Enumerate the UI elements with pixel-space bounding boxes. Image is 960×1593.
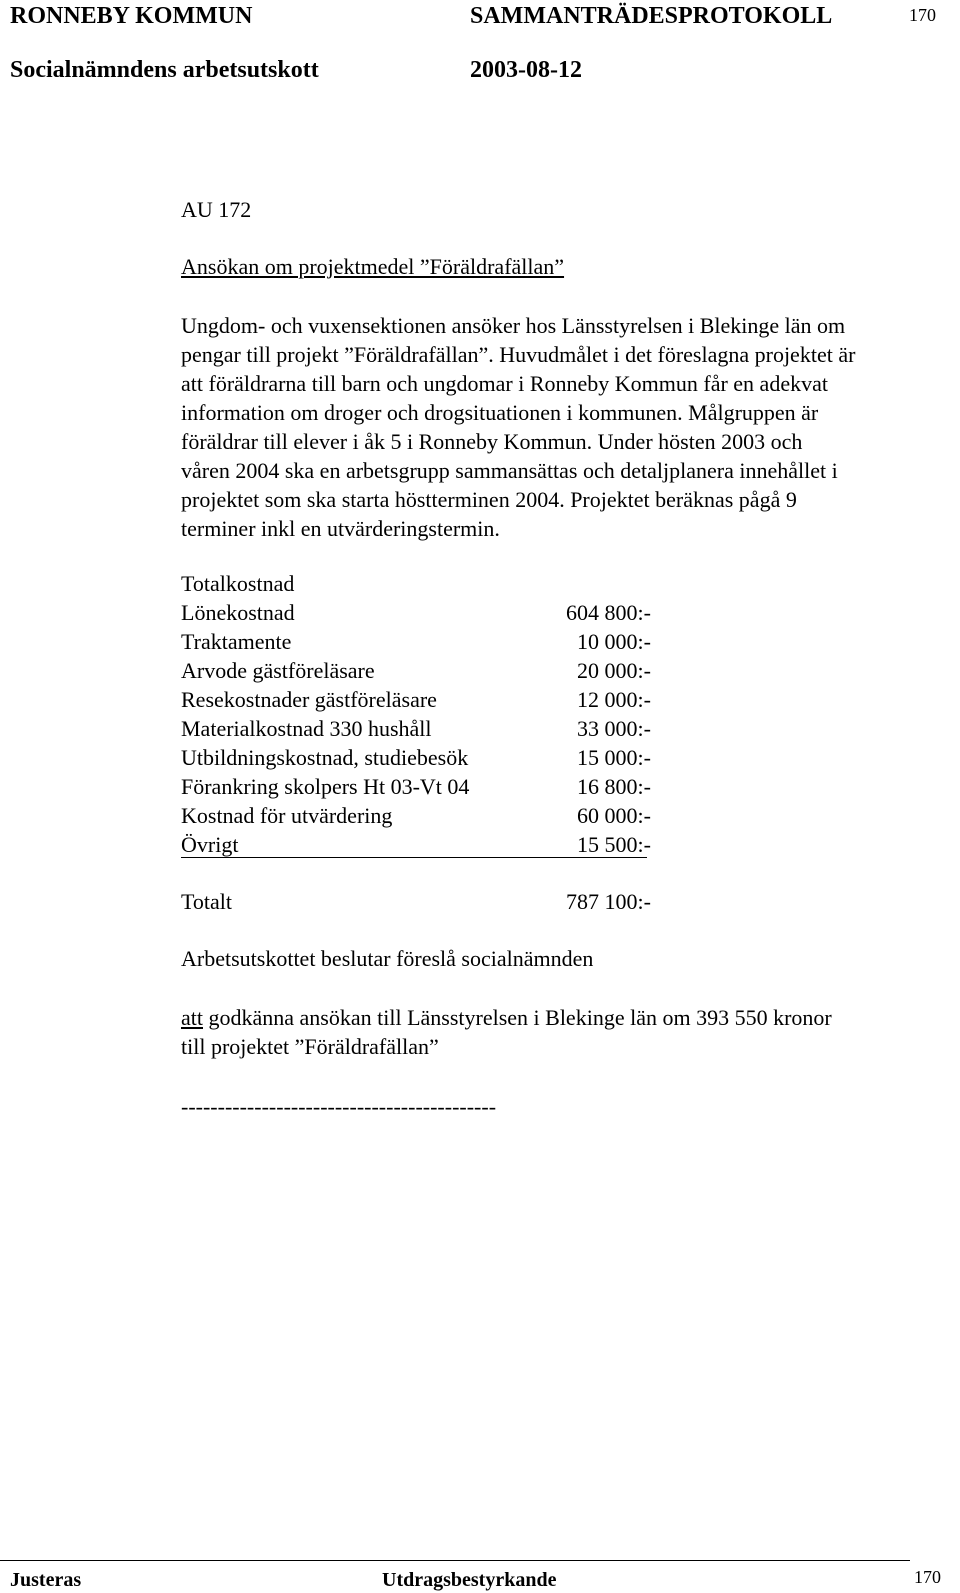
footer-page-number: 170 bbox=[914, 1567, 941, 1587]
decision-intro: Arbetsutskottet beslutar föreslå socialnämnden bbox=[181, 946, 594, 971]
cost-amount: 10 000:- bbox=[577, 629, 651, 654]
cost-amount: 604 800:- bbox=[566, 600, 651, 625]
header-committee: Socialnämndens arbetsutskott bbox=[10, 57, 319, 83]
cost-label: Förankring skolpers Ht 03-Vt 04 bbox=[181, 774, 470, 799]
decision-line-1 bbox=[181, 1003, 832, 1032]
cost-amount: 33 000:- bbox=[577, 716, 651, 741]
item-title: Ansökan om projektmedel ”Föräldrafällan” bbox=[181, 254, 565, 279]
cost-label: Arvode gästföreläsare bbox=[181, 658, 375, 683]
cost-table bbox=[181, 569, 651, 859]
cost-amount: 16 800:- bbox=[577, 774, 651, 799]
cost-heading-row bbox=[181, 569, 651, 598]
cost-row bbox=[181, 598, 651, 627]
cost-row bbox=[181, 627, 651, 656]
footer-utdragsbestyrkande: Utdragsbestyrkande bbox=[382, 1569, 557, 1591]
separator-dashes: ------------------------------------------- bbox=[181, 1094, 497, 1119]
cost-row bbox=[181, 801, 651, 830]
body-line: terminer inkl en utvärderingstermin. bbox=[181, 516, 500, 541]
body-line: information om droger och drogsituationen i kommunen. Målgruppen är bbox=[181, 400, 819, 425]
cost-total-rule bbox=[181, 857, 647, 858]
cost-label: Övrigt bbox=[181, 832, 239, 857]
body-line: projektet som ska starta höstterminen 2004. Projektet beräknas pågå 9 bbox=[181, 487, 797, 512]
header-doc-type: SAMMANTRÄDESPROTOKOLL bbox=[470, 3, 833, 29]
footer-justeras: Justeras bbox=[10, 1569, 82, 1591]
cost-label: Resekostnader gästföreläsare bbox=[181, 687, 437, 712]
cost-amount: 15 000:- bbox=[577, 745, 651, 770]
cost-amount: 20 000:- bbox=[577, 658, 651, 683]
header-date: 2003-08-12 bbox=[470, 57, 582, 83]
total-label: Totalt bbox=[181, 889, 233, 914]
att-word: att bbox=[181, 1005, 203, 1030]
decision-line-1-text: godkänna ansökan till Länsstyrelsen i Blekinge län om 393 550 kronor bbox=[203, 1005, 832, 1030]
cost-label: Kostnad för utvärdering bbox=[181, 803, 393, 828]
cost-label: Traktamente bbox=[181, 629, 292, 654]
cost-row bbox=[181, 656, 651, 685]
cost-amount: 15 500:- bbox=[577, 832, 651, 857]
cost-row bbox=[181, 772, 651, 801]
cost-label: Materialkostnad 330 hushåll bbox=[181, 716, 432, 741]
cost-row bbox=[181, 830, 651, 859]
cost-row bbox=[181, 685, 651, 714]
footer-rule bbox=[0, 1560, 910, 1561]
cost-label: Utbildningskostnad, studiebesök bbox=[181, 745, 469, 770]
body-paragraph bbox=[181, 311, 941, 543]
header-org: RONNEBY KOMMUN bbox=[10, 3, 253, 29]
body-line: Ungdom- och vuxensektionen ansöker hos Länsstyrelsen i Blekinge län om bbox=[181, 313, 846, 338]
body-line: att föräldrarna till barn och ungdomar i Ronneby Kommun får en adekvat bbox=[181, 371, 828, 396]
total-amount: 787 100:- bbox=[566, 889, 651, 914]
header-page-number: 170 bbox=[909, 5, 936, 25]
cost-row bbox=[181, 714, 651, 743]
cost-amount: 12 000:- bbox=[577, 687, 651, 712]
paragraph-id: AU 172 bbox=[181, 197, 252, 222]
cost-heading: Totalkostnad bbox=[181, 571, 295, 596]
body-line: pengar till projekt ”Föräldrafällan”. Huvudmålet i det föreslagna projektet är bbox=[181, 342, 856, 367]
cost-row bbox=[181, 743, 651, 772]
body-line: föräldrar till elever i åk 5 i Ronneby Kommun. Under hösten 2003 och bbox=[181, 429, 803, 454]
body-line: våren 2004 ska en arbetsgrupp sammansättas och detaljplanera innehållet i bbox=[181, 458, 838, 483]
cost-label: Lönekostnad bbox=[181, 600, 295, 625]
cost-amount: 60 000:- bbox=[577, 803, 651, 828]
decision-line-2: till projektet ”Föräldrafällan” bbox=[181, 1034, 439, 1059]
